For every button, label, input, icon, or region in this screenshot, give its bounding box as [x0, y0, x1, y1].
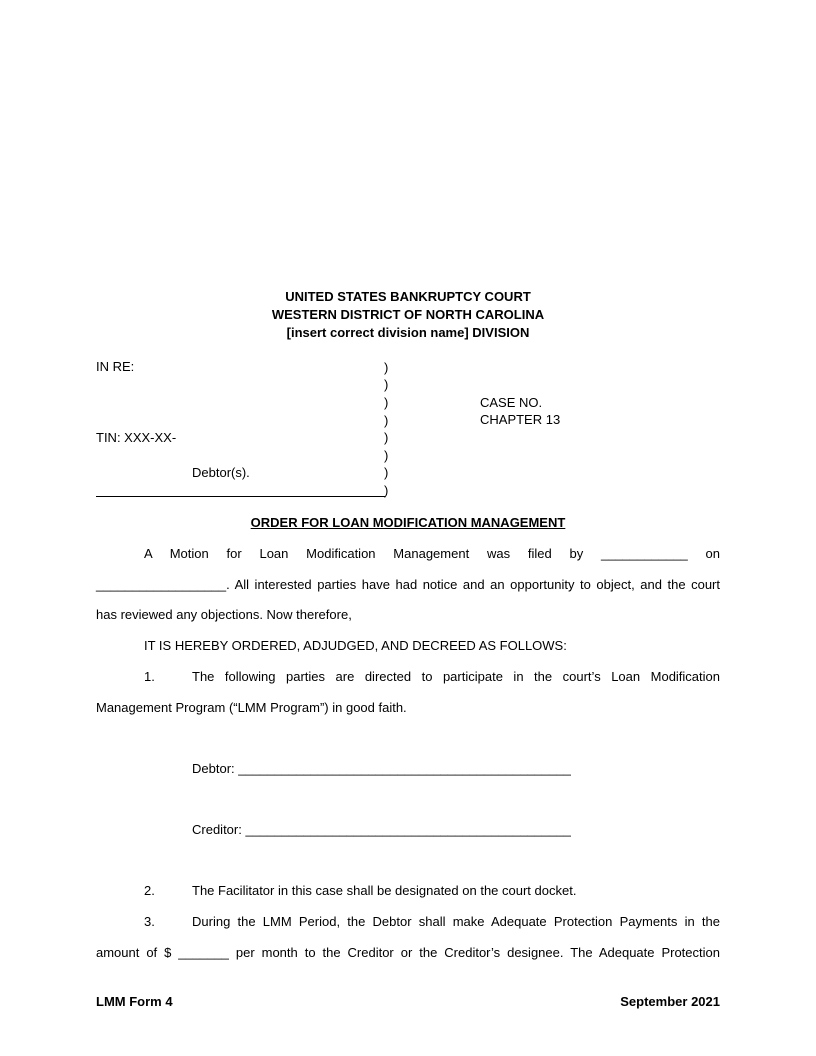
- caption-underline: [96, 496, 385, 497]
- paragraph-1-line-1: A Motion for Loan Modification Management was filed by ____________ on: [144, 546, 720, 561]
- caption-paren: ): [384, 465, 389, 480]
- debtor-label: Debtor(s).: [192, 465, 250, 480]
- case-number-label: CASE NO.: [480, 395, 543, 410]
- footer-date: September 2021: [620, 994, 720, 1009]
- tin-label: TIN: XXX-XX-: [96, 430, 177, 445]
- order-title: [0, 515, 816, 531]
- item-3-number: 3.: [144, 914, 155, 929]
- item-1-line-2: Management Program (“LMM Program”) in good faith.: [96, 700, 407, 715]
- caption-paren: ): [384, 413, 389, 428]
- chapter-label: CHAPTER 13: [480, 412, 561, 427]
- creditor-field-line: Creditor: _____________________________________________: [192, 822, 571, 837]
- caption-paren: ): [384, 430, 389, 445]
- division-name: [insert correct division name] DIVISION: [286, 325, 530, 340]
- court-name: UNITED STATES BANKRUPTCY COURT: [285, 289, 531, 304]
- caption-paren: ): [384, 483, 389, 498]
- in-re-label: IN RE:: [96, 359, 135, 374]
- item-3-line-1: During the LMM Period, the Debtor shall make Adequate Protection Payments in the: [192, 914, 720, 929]
- order-title-text: ORDER FOR LOAN MODIFICATION MANAGEMENT: [250, 515, 566, 530]
- footer-form-id: LMM Form 4: [96, 994, 173, 1009]
- paragraph-1-line-3: has reviewed any objections. Now therefore,: [96, 607, 352, 622]
- caption-paren: ): [384, 377, 389, 392]
- item-3-line-2: amount of $ _______ per month to the Creditor or the Creditor’s designee. The Adequate Protection: [96, 945, 720, 960]
- item-2-number: 2.: [144, 883, 155, 898]
- item-2-text: The Facilitator in this case shall be designated on the court docket.: [192, 883, 577, 898]
- debtor-field-line: Debtor: ______________________________________________: [192, 761, 571, 776]
- item-1-number: 1.: [144, 669, 155, 684]
- item-1-line-1: The following parties are directed to participate in the court’s Loan Modification: [192, 669, 720, 684]
- caption-paren: ): [384, 395, 389, 410]
- ordered-statement: IT IS HEREBY ORDERED, ADJUDGED, AND DECREED AS FOLLOWS:: [144, 638, 567, 653]
- caption-paren: ): [384, 360, 389, 375]
- caption-paren: ): [384, 448, 389, 463]
- paragraph-1-line-2: __________________. All interested parties have had notice and an opportunity to object, and the court: [96, 577, 720, 592]
- district-name: WESTERN DISTRICT OF NORTH CAROLINA: [271, 307, 545, 322]
